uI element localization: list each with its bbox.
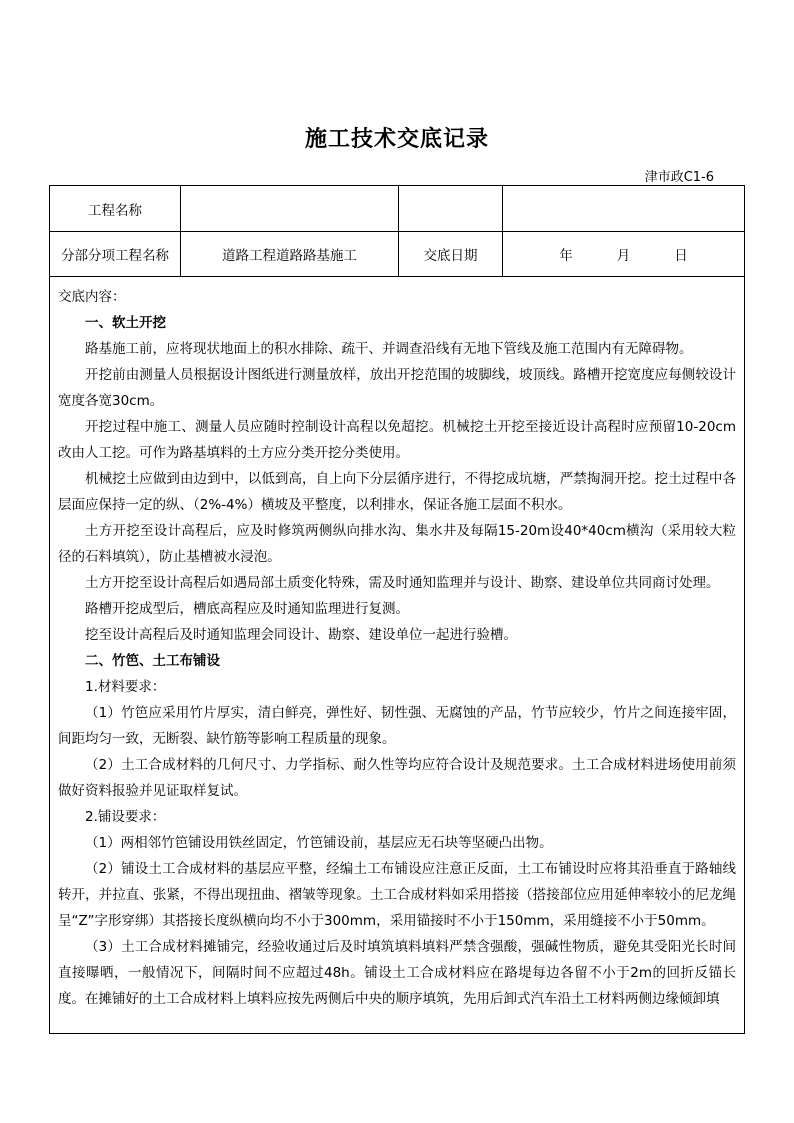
- content-label: 交底内容：: [58, 289, 126, 305]
- section-heading: 一、软土开挖: [85, 315, 166, 331]
- content-paragraph: （3）土工合成材料摊铺完，经验收通过后及时填筑填料填料严禁含强酸，强碱性物质，避免其受阳光长时间直接曝晒，一般情况下，间隔时间不应超过48h。铺设土工合成材料应在路堤每边各留不小于2m的回折反锚长度。在摊铺好的土工合成材料上填料应按先两侧后中央的顺序填筑，先用后卸式汽车沿土工材料两侧边缘倾卸填: [58, 939, 736, 1007]
- content-paragraph: （1）两相邻竹笆铺设用铁丝固定，竹笆铺设前，基层应无石块等坚硬凸出物。: [85, 835, 553, 851]
- content-paragraph: 路基施工前，应将现状地面上的积水排除、疏干、并调查沿线有无地下管线及施工范围内有无障碍物。: [85, 341, 693, 357]
- project-name-row: [50, 186, 744, 232]
- briefing-content: [50, 278, 744, 1033]
- blank-value-cell: [503, 186, 744, 231]
- content-paragraph: 路槽开挖成型后，槽底高程应及时通知监理进行复测。: [85, 601, 409, 617]
- content-paragraph: 土方开挖至设计高程后，应及时修筑两侧纵向排水沟、集水井及每隔15-20m设40*40cm横沟（采用较大粒径的石料填筑），防止基槽被水浸泡。: [58, 523, 736, 565]
- content-paragraph: 开挖前由测量人员根据设计图纸进行测量放样，放出开挖范围的坡脚线，坡顶线。路槽开挖宽度应每侧较设计宽度各宽30cm。: [58, 367, 736, 409]
- record-table: [49, 185, 745, 1034]
- document-title: 施工技术交底记录: [304, 126, 489, 152]
- project-name-value: [181, 186, 399, 231]
- content-paragraph: 2.铺设要求：: [85, 809, 166, 825]
- date-month: 月: [616, 248, 631, 264]
- content-paragraph: （2）土工合成材料的几何尺寸、力学指标、耐久性等均应符合设计及规范要求。土工合成材料进场使用前须做好资料报验并见证取样复试。: [58, 757, 736, 799]
- content-paragraph: 1.材料要求：: [85, 679, 166, 695]
- date-value: [503, 232, 744, 276]
- date-day: 日: [674, 248, 688, 264]
- section-heading: 二、竹笆、土工布铺设: [85, 653, 220, 669]
- content-paragraph: 机械挖土应做到由边到中，以低到高，自上向下分层循序进行，不得挖成坑塘，严禁掏洞开挖。挖土过程中各层面应保持一定的纵、（2%-4%）横坡及平整度，以利排水，保证各施工层面不积水。: [58, 471, 736, 513]
- content-paragraph: 土方开挖至设计高程后如遇局部土质变化特殊，需及时通知监理并与设计、勘察、建设单位共同商讨处理。: [85, 575, 720, 591]
- subproject-label: 分部分项工程名称: [50, 232, 181, 276]
- content-paragraph: 挖至设计高程后及时通知监理会同设计、勘察、建设单位一起进行验槽。: [85, 627, 517, 643]
- content-paragraph: （1）竹笆应采用竹片厚实，清白鲜亮，弹性好、韧性强、无腐蚀的产品，竹节应较少，竹片之间连接牢固，间距均匀一致，无断裂、缺竹筋等影响工程质量的现象。: [58, 705, 736, 747]
- project-name-label: 工程名称: [50, 186, 181, 231]
- content-paragraph: （2）铺设土工合成材料的基层应平整，经编土工布铺设应注意正反面，土工布铺设时应将其沿垂直于路轴线转开，并拉直、张紧，不得出现扭曲、褶皱等现象。土工合成材料如采用搭接（搭接部位应用延伸率较小的尼龙绳呈“Z”字形穿绑）其搭接长度纵横向均不小于300mm，采用锚接时不小于150mm，采用缝接不小于50mm。: [58, 861, 736, 929]
- subproject-row: [50, 232, 744, 277]
- date-year: 年: [559, 248, 573, 264]
- content-paragraph: 开挖过程中施工、测量人员应随时控制设计高程以免超挖。机械挖土开挖至接近设计高程时应预留10-20cm改由人工挖。可作为路基填料的土方应分类开挖分类使用。: [58, 419, 736, 461]
- subproject-value: 道路工程道路路基施工: [181, 232, 399, 276]
- blank-label-cell: [399, 186, 503, 231]
- form-code: 津市政C1-6: [644, 170, 714, 185]
- date-label: 交底日期: [399, 232, 503, 276]
